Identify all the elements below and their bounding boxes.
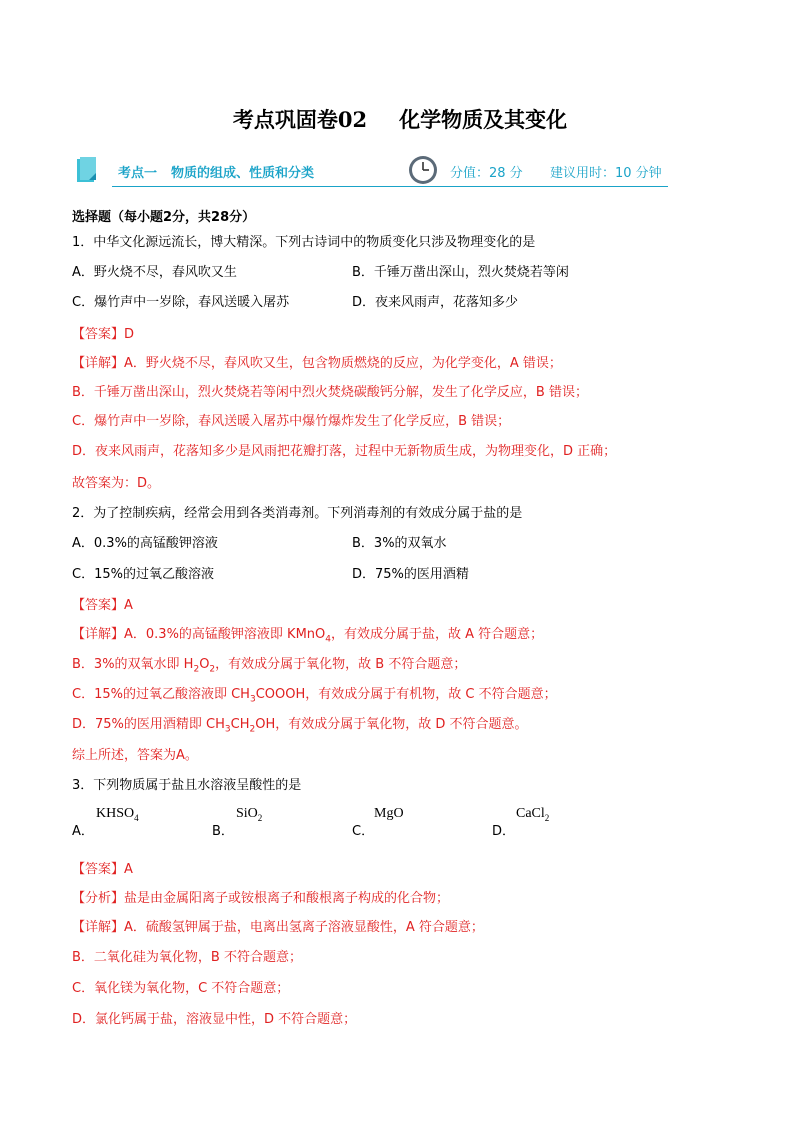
q3-explanation-a: 【详解】A．硫酸氢钾属于盐，电离出氢离子溶液显酸性，A 符合题意；: [72, 920, 484, 935]
q2-conclusion: 综上所述，答案为A。: [72, 748, 198, 763]
title-part1: 考点巩固卷02: [232, 107, 368, 132]
q3-stem: 3．下列物质属于盐且水溶液呈酸性的是: [72, 778, 302, 793]
q2-option-d: D．75%的医用酒精: [352, 567, 469, 582]
q1-answer: 【答案】D: [72, 327, 135, 342]
q3-option-b-letter: B．: [212, 824, 234, 839]
q3-option-d-letter: D．: [492, 824, 516, 839]
q1-option-c: C．爆竹声中一岁除，春风送暖入屠苏: [72, 295, 290, 310]
notebook-icon: [76, 156, 98, 184]
q2-option-c: C．15%的过氧乙酸溶液: [72, 567, 214, 582]
q3-explanation-d: D．氯化钙属于盐，溶液显中性，D 不符合题意；: [72, 1012, 357, 1027]
q3-explanation-c: C．氧化镁为氧化物，C 不符合题意；: [72, 981, 290, 996]
q2-explanation-b: B．3%的双氧水即 $H_2O_2$，有效成分属于氧化物，故 B 不符合题意；: [72, 657, 467, 675]
q2-answer: 【答案】A: [72, 598, 133, 613]
title-part2: 化学物质及其变化: [399, 107, 568, 132]
kaodian-number: 考点一: [118, 166, 158, 181]
q3-option-c-formula: MgO: [374, 806, 404, 821]
q3-option-b-formula: SiO$_2$: [236, 806, 263, 823]
q1-conclusion: 故答案为：D。: [72, 476, 161, 491]
clock-icon: [408, 155, 438, 185]
q1-explanation-d: D．夜来风雨声，花落知多少是风雨把花瓣打落，过程中无新物质生成，为物理变化，D 正确；: [72, 444, 617, 459]
q1-explanation-c: C．爆竹声中一岁除，春风送暖入屠苏中爆竹爆炸发生了化学反应，B 错误；: [72, 414, 511, 429]
q2-explanation-a: 【详解】A．0.3%的高锰酸钾溶液即 KMnO$_4$，有效成分属于盐，故 A 符合题意；: [72, 627, 544, 645]
q1-option-b: B．千锤万凿出深山，烈火焚烧若等闲: [352, 265, 569, 280]
q1-option-d: D．夜来风雨声，花落知多少: [352, 295, 519, 310]
q3-option-c-letter: C．: [352, 824, 375, 839]
q3-option-d-formula: CaCl$_2$: [516, 806, 550, 823]
q1-stem: 1．中华文化源远流长，博大精深。下列古诗词中的物质变化只涉及物理变化的是: [72, 235, 536, 250]
page-title: [0, 104, 800, 134]
q3-option-a-letter: A．: [72, 824, 94, 839]
q2-explanation-d: D．75%的医用酒精即 $CH_3CH_2OH$，有效成分属于氧化物，故 D 不符合题意。: [72, 717, 528, 735]
q2-explanation-c: C．15%的过氧乙酸溶液即 $CH_3COOOH$，有效成分属于有机物，故 C 不符合题意；: [72, 687, 557, 705]
q3-explanation-b: B．二氧化硅为氧化物，B 不符合题意；: [72, 950, 302, 965]
q1-option-a: A．野火烧不尽，春风吹又生: [72, 265, 237, 280]
q2-option-a: A．0.3%的高锰酸钾溶液: [72, 536, 218, 551]
kaodian-topic: 物质的组成、性质和分类: [171, 166, 315, 181]
q3-option-a-formula: $KHSO_4$: [96, 806, 139, 823]
score-value: 分值：28 分: [450, 166, 523, 181]
suggested-time: 建议用时：10 分钟: [550, 166, 662, 181]
q2-stem: 2．为了控制疾病，经常会用到各类消毒剂。下列消毒剂的有效成分属于盐的是: [72, 506, 523, 521]
q3-analysis: 【分析】盐是由金属阳离子或铵根离子和酸根离子构成的化合物；: [72, 891, 450, 906]
section-title: 选择题（每小题2分，共28分）: [72, 210, 256, 225]
kaodian-label: [118, 162, 314, 181]
q2-option-b: B．3%的双氧水: [352, 536, 447, 551]
q3-answer: 【答案】A: [72, 862, 133, 877]
kaodian-header: [72, 154, 668, 188]
q1-explanation-a: 【详解】A．野火烧不尽，春风吹又生，包含物质燃烧的反应，为化学变化，A 错误；: [72, 356, 562, 371]
header-divider: [112, 186, 668, 187]
q1-explanation-b: B．千锤万凿出深山，烈火焚烧若等闲中烈火焚烧碳酸钙分解，发生了化学反应，B 错误；: [72, 385, 588, 400]
